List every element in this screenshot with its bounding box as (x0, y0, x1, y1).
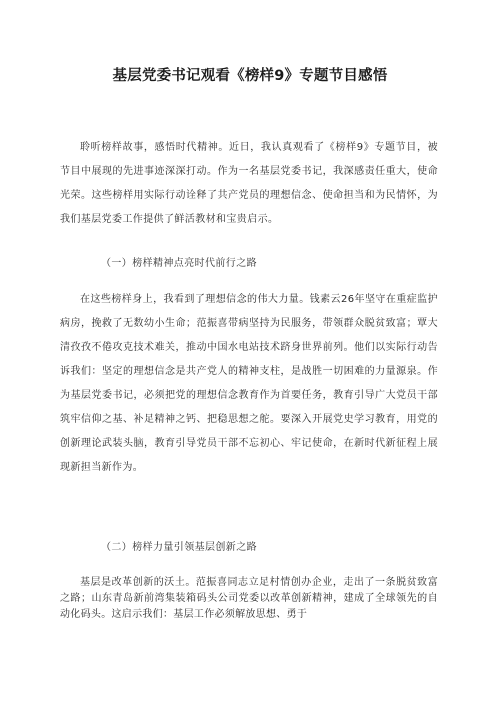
paragraph-intro: 聆听榜样故事，感悟时代精神。近日，我认真观看了《榜样9》专题节目，被节目中展现的先进事迹深深打动。作为一名基层党委书记，我深感责任重大，使命光荣。这些榜样用实际行动诠释了共产党员的理想信念、使命担当和为民情怀，为我们基层党委工作提供了鲜活教材和宝贵启示。 (60, 142, 438, 225)
paragraph-section-2: 基层是改革创新的沃土。范振喜同志立足村情创办企业，走出了一条脱贫致富之路；山东青岛新前湾集装箱码头公司党委以改革创新精神，建成了全球领先的自动化码头。这启示我们：基层工作必须解放思想、勇于 (60, 577, 438, 620)
document-title: 基层党委书记观看《榜样9》专题节目感悟 (112, 68, 388, 84)
section-heading-1: （一）榜样精神点亮时代前行之路 (101, 258, 257, 269)
section-heading-2: （二）榜样力量引领基层创新之路 (101, 542, 257, 553)
paragraph-section-1: 在这些榜样身上，我看到了理想信念的伟大力量。钱素云26年坚守在重症监护病房，挽救了无数幼小生命；范振喜带病坚持为民服务，带领群众脱贫致富；覃大清孜孜不倦攻克技术难关，推动中国水电站技术跻身世界前列。他们以实际行动告诉我们：坚定的理想信念是共产党人的精神支柱，是战胜一切困难的力量源泉。作为基层党委书记，必须把党的理想信念教育作为首要任务，教育引导广大党员干部筑牢信仰之基、补足精神之钙、把稳思想之舵。要深入开展党史学习教育，用党的创新理论武装头脑，教育引导党员干部不忘初心、牢记使命，在新时代新征程上展现新担当新作为。 (60, 294, 438, 473)
